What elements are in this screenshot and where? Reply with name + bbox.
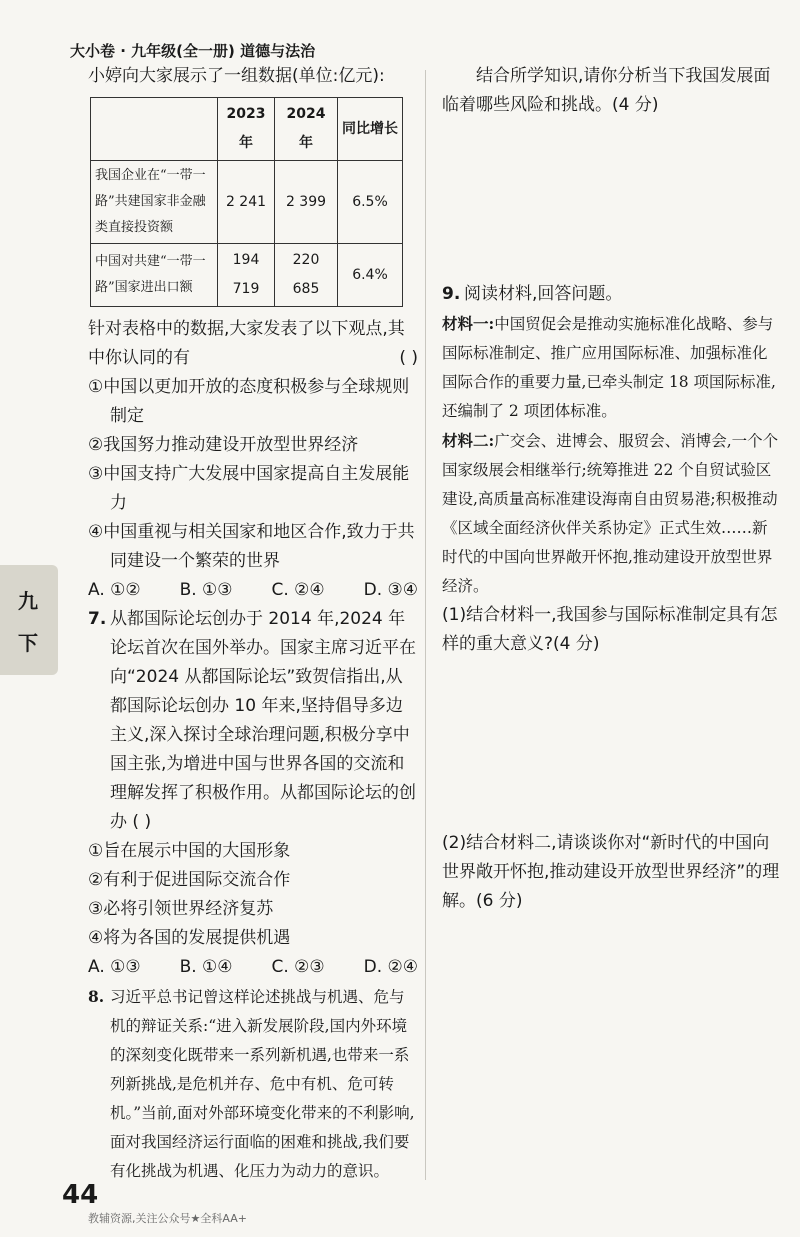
answer-blank[interactable]: ( ) bbox=[399, 348, 418, 368]
table-cell: 6.5% bbox=[338, 161, 403, 244]
table-header-cell: 2024 年 bbox=[275, 98, 338, 161]
q9-stem: 阅读材料,回答问题。 bbox=[464, 284, 623, 304]
option-b[interactable]: B. ①④ bbox=[179, 957, 233, 977]
table-row bbox=[91, 244, 403, 307]
q8-question: 结合所学知识,请你分析当下我国发展面临着哪些风险和挑战。(4 分) bbox=[442, 66, 771, 115]
table-header-cell bbox=[91, 98, 218, 161]
table-cell: 我国企业在“一带一路”共建国家非金融类直接投资额 bbox=[91, 161, 218, 244]
q6-stem bbox=[88, 315, 418, 373]
material-2 bbox=[442, 426, 782, 601]
table-cell: 2 241 bbox=[218, 161, 275, 244]
page-header: 大小卷 · 九年级(全一册) 道德与法治 bbox=[70, 42, 316, 60]
side-tab-char-2: 下 bbox=[18, 631, 38, 655]
q7-item: ③必将引领世界经济复苏 bbox=[88, 899, 274, 919]
page-number: 44 bbox=[62, 1180, 99, 1210]
q9-number: 9. bbox=[442, 284, 461, 304]
q7 bbox=[88, 605, 418, 837]
option-c[interactable]: C. ②③ bbox=[271, 957, 325, 977]
side-tab-char-1: 九 bbox=[18, 589, 38, 613]
right-column bbox=[442, 62, 782, 916]
table-header-cell: 2023 年 bbox=[218, 98, 275, 161]
material-1-label: 材料一: bbox=[442, 314, 495, 333]
left-column bbox=[88, 62, 418, 1186]
option-d[interactable]: D. ②④ bbox=[363, 957, 418, 977]
table-cell: 2 399 bbox=[275, 161, 338, 244]
option-d[interactable]: D. ③④ bbox=[363, 580, 418, 600]
q6-stem-text: 针对表格中的数据,大家发表了以下观点,其中你认同的有 bbox=[88, 319, 405, 368]
q6-item: ④中国重视与相关国家和地区合作,致力于共同建设一个繁荣的世界 bbox=[88, 522, 415, 571]
side-tab bbox=[0, 565, 58, 675]
table-cell: 220 685 bbox=[275, 244, 338, 307]
option-a[interactable]: A. ①③ bbox=[88, 957, 141, 977]
table-row bbox=[91, 161, 403, 244]
q6-item: ③中国支持广大发展中国家提高自主发展能力 bbox=[88, 464, 410, 513]
table-intro: 小婷向大家展示了一组数据(单位:亿元): bbox=[88, 66, 385, 86]
q6-item: ②我国努力推动建设开放型世界经济 bbox=[88, 435, 359, 455]
footer-note: 教辅资源,关注公众号★全科AA+ bbox=[88, 1212, 247, 1225]
q9-part-2: (2)结合材料二,请谈谈你对“新时代的中国向世界敞开怀抱,推动建设开放型世界经济”的理解。(6 分) bbox=[442, 833, 780, 911]
answer-space[interactable] bbox=[442, 659, 782, 829]
table-cell: 中国对共建“一带一路”国家进出口额 bbox=[91, 244, 218, 307]
table-header-row bbox=[91, 98, 403, 161]
q7-options bbox=[88, 953, 418, 982]
column-divider bbox=[425, 70, 426, 1180]
q7-item: ①旨在展示中国的大国形象 bbox=[88, 841, 291, 861]
material-1-text: 中国贸促会是推动实施标准化战略、参与国际标准制定、推广应用国际标准、加强标准化国际合作的重要力量,已牵头制定 18 项国际标准,还编制了 2 项团体标准。 bbox=[442, 315, 776, 420]
data-table bbox=[90, 97, 403, 307]
q9 bbox=[442, 280, 782, 309]
q7-item: ②有利于促进国际交流合作 bbox=[88, 870, 291, 890]
table-cell: 6.4% bbox=[338, 244, 403, 307]
table-cell: 194 719 bbox=[218, 244, 275, 307]
q7-number: 7. bbox=[88, 609, 107, 629]
table-header-cell: 同比增长 bbox=[338, 98, 403, 161]
q6-options bbox=[88, 576, 418, 605]
q8 bbox=[88, 982, 418, 1186]
q9-part-1: (1)结合材料一,我国参与国际标准制定具有怎样的重大意义?(4 分) bbox=[442, 605, 778, 654]
answer-space[interactable] bbox=[442, 120, 782, 280]
material-2-text: 广交会、进博会、服贸会、消博会,一个个国家级展会相继举行;统筹推进 22 个自贸试验区建设,高质量高标准建设海南自由贸易港;积极推动《区域全面经济伙伴关系协定》正式生效……新时代的中国向世界敞开怀抱,推动建设开放型世界经济。 bbox=[442, 432, 779, 595]
q7-item: ④将为各国的发展提供机遇 bbox=[88, 928, 291, 948]
q6-item: ①中国以更加开放的态度积极参与全球规则制定 bbox=[88, 377, 410, 426]
material-1 bbox=[442, 309, 782, 426]
material-2-label: 材料二: bbox=[442, 431, 495, 450]
q8-number: 8. bbox=[88, 987, 105, 1006]
option-b[interactable]: B. ①③ bbox=[179, 580, 233, 600]
option-c[interactable]: C. ②④ bbox=[271, 580, 325, 600]
q7-stem: 从都国际论坛创办于 2014 年,2024 年论坛首次在国外举办。国家主席习近平在向“2024 从都国际论坛”致贺信指出,从都国际论坛创办 10 年来,坚持倡导多边主义,深入探讨全球治理问题,积极分享中国主张,为增进中国与世界各国的交流和理解发挥了积极作用。从都国际论坛的创办 ( ) bbox=[110, 609, 416, 832]
q8-stem: 习近平总书记曾这样论述挑战与机遇、危与机的辩证关系:“进入新发展阶段,国内外环境的深刻变化既带来一系列新机遇,也带来一系列新挑战,是危机并存、危中有机、危可转机。”当前,面对外部环境变化带来的不利影响,面对我国经济运行面临的困难和挑战,我们要有化挑战为机遇、化压力为动力的意识。 bbox=[110, 988, 415, 1180]
option-a[interactable]: A. ①② bbox=[88, 580, 141, 600]
